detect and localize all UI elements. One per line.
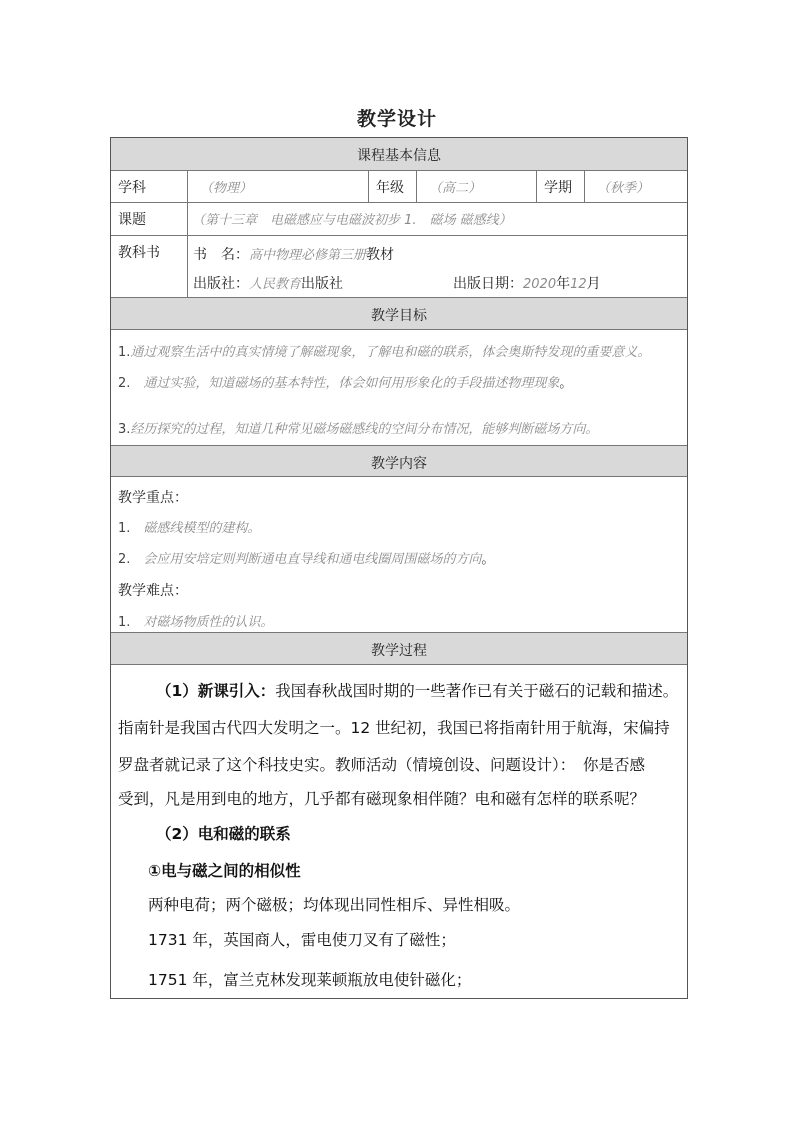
objective-number: 2. [118,376,144,391]
key-point-item [118,548,494,567]
difficult-point-text: 对磁场物质性的认识。 [143,615,274,630]
subject-value: （物理） [187,171,368,202]
process-text-line: 1731 年，英国商人，雷电使刀叉有了磁性； [148,931,456,949]
process-intro-text: 我国春秋战国时期的一些著作已有关于磁石的记载和描述。 [275,682,679,700]
subject-label: 学科 [118,180,146,196]
objective-item [118,418,598,437]
book-name-suffix: 教材 [366,247,395,263]
process-intro-line-2: 指南针是我国古代四大发明之一。12 世纪初，我国已将指南针用于航海，宋偏持 [118,719,670,737]
process-heading-3: ①电与磁之间的相似性 [148,862,301,880]
key-point-text: 会应用安培定则判断通电直导线和通电线圈周围磁场的方向 [143,552,482,567]
term-label: 学期 [536,171,584,202]
key-point-number: 1. [118,521,144,536]
key-point-number: 2. [118,552,144,567]
section-title: 课程基本信息 [357,148,441,164]
textbook-details [187,236,687,297]
pubdate-month-unit: 月 [586,276,601,292]
section-title: 教学目标 [371,308,427,324]
topic-row [111,203,687,236]
objectives-body [111,330,687,446]
process-text-line: 1751 年，富兰克林发现莱顿瓶放电使针磁化； [148,971,472,989]
textbook-label: 教科书 [118,245,160,261]
content-body [111,477,687,633]
section-title: 教学内容 [371,456,427,472]
pubdate-line [453,273,601,293]
publisher-label: 出版社： [193,276,249,292]
book-name-value: 高中物理必修第三册 [249,248,367,263]
book-name-line [193,244,394,264]
objective-text: 通过观察生活中的真实情境了解磁现象，了解电和磁的联系，体会奥斯特发现的重要意义。 [130,345,651,360]
section-header-content [111,446,687,477]
topic-label: 课题 [118,212,146,228]
process-body [111,665,687,998]
topic-value: （第十三章 电磁感应与电磁波初步 1. 磁场 磁感线） [187,203,687,235]
objective-item [118,372,572,391]
process-intro-line-4: 受到，凡是用到电的地方，几乎都有磁现象相伴随？电和磁有怎样的联系呢？ [118,790,646,808]
objective-number: 3. [118,422,131,437]
section-header-process [111,633,687,665]
pubdate-month: 12 [570,277,587,292]
subject-row [111,171,687,203]
section-title: 教学过程 [371,643,427,659]
publisher-value: 人民教育 [249,277,302,292]
textbook-row [111,236,687,298]
grade-label: 年级 [368,171,416,202]
publisher-suffix: 出版社 [301,276,344,292]
difficult-points-label: 教学难点： [118,583,188,599]
process-intro-line-1 [156,679,678,701]
key-point-text: 磁感线模型的建构。 [143,521,261,536]
term-value: （秋季） [584,171,688,202]
process-text-line: 两种电荷；两个磁极；均体现出同性相斥、异性相吸。 [148,896,521,914]
key-points-label: 教学重点： [118,490,188,506]
process-intro-prefix: （1）新课引入： [156,682,276,700]
lesson-plan-table [110,137,688,999]
book-name-label: 书 名： [193,247,249,263]
objective-tail: 。 [559,376,573,391]
key-point-tail: 。 [481,552,495,567]
pubdate-year-unit: 年 [556,276,571,292]
objective-text: 通过实验，知道磁场的基本特性，体会如何用形象化的手段描述物理现象 [143,376,560,391]
difficult-point-item [118,611,273,630]
objective-text: 经历探究的过程，知道几种常见磁场磁感线的空间分布情况，能够判断磁场方向。 [130,422,599,437]
publisher-line [193,273,343,293]
section-header-basic-info [111,138,687,171]
objective-number: 1. [118,345,131,360]
section-header-objectives [111,298,687,330]
objective-item [118,341,650,360]
pubdate-label: 出版日期： [453,276,523,292]
pubdate-year: 2020 [523,277,557,292]
process-intro-line-3: 罗盘者就记录了这个科技史实。教师活动（情境创设、问题设计）： 你是否感 [118,756,646,774]
process-heading-2: （2）电和磁的联系 [156,825,291,843]
grade-value: （高二） [416,171,536,202]
document-title: 教学设计 [356,108,437,130]
key-point-item [118,517,260,536]
difficult-point-number: 1. [118,615,144,630]
